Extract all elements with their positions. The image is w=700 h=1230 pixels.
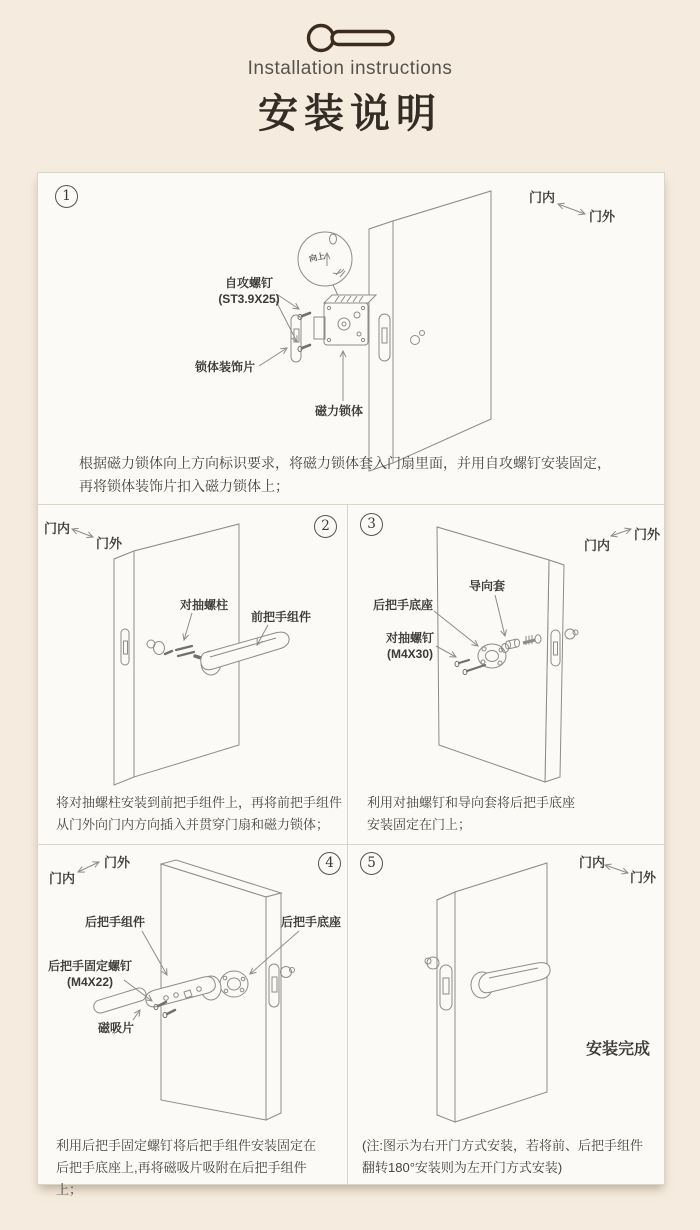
label-front-handle: 前把手组件 — [251, 610, 312, 624]
label-stud-bolt: 对抽螺柱 — [180, 598, 229, 612]
step2-caption: 将对抽螺柱安装到前把手组件上，再将前把手组件从门外向门内方向插入并贯穿门扇和磁力锁体； — [56, 795, 343, 833]
label-text: 对抽螺钉 — [385, 631, 434, 645]
label-magnet-plate: 磁吸片 — [98, 1021, 135, 1035]
step-panel-3 — [348, 505, 664, 844]
label-rear-base: 后把手底座 — [281, 915, 342, 929]
step-number: 1 — [55, 185, 78, 208]
door-inside-label: 门内 — [579, 855, 606, 870]
up-mark-label: 向上 — [308, 251, 326, 264]
door-outside-label: 门外 — [104, 855, 131, 870]
label-deco-plate: 锁体装饰片 — [195, 360, 256, 374]
label-text: 自攻螺钉 — [224, 276, 273, 290]
page-title: 安装说明 — [258, 92, 442, 136]
self-tapping-screws — [302, 313, 310, 348]
label-stud-screw — [372, 631, 448, 662]
step-panel-5 — [348, 845, 664, 1184]
step5-illustration — [348, 845, 664, 1184]
label-rear-handle: 后把手组件 — [85, 915, 146, 929]
label-fixing-screw — [42, 959, 138, 990]
door-inside-label: 门内 — [584, 538, 611, 553]
door-outside-label: 门外 — [634, 527, 661, 542]
label-rear-base: 后把手底座 — [373, 598, 434, 612]
door-outside-label: 门外 — [630, 870, 657, 885]
step3-caption: 利用对抽螺钉和导向套将后把手底座安装固定在门上； — [367, 795, 576, 833]
step-number: 5 — [360, 852, 383, 875]
step5-note: (注:图示为右开门方式安装，若将前、后把手组件翻转180°安装则为左开门方式安装) — [362, 1138, 643, 1176]
door-inside-label: 门内 — [49, 871, 76, 886]
header-subtitle: Installation instructions — [247, 58, 453, 79]
door-inside-label: 门内 — [529, 190, 556, 205]
step-panel-1 — [38, 173, 664, 504]
door-inside-label: 门内 — [44, 521, 71, 536]
label-lock-body: 磁力锁体 — [315, 404, 364, 418]
label-text: 后把手固定螺钉 — [47, 959, 132, 973]
step1-caption: 根据磁力锁体向上方向标识要求，将磁力锁体套入门扇里面，并用自攻螺钉安装固定，再将锁体装饰片扣入磁力锁体上； — [79, 455, 611, 495]
key-icon — [295, 13, 405, 61]
panels-board — [37, 172, 665, 1198]
door-outside-label: 门外 — [96, 536, 123, 551]
inset-detail-circle — [298, 232, 352, 302]
door-outside-label: 门外 — [589, 209, 616, 224]
step4-illustration — [38, 845, 347, 1184]
label-self-tapping-screw — [208, 276, 290, 307]
step-number: 3 — [360, 513, 383, 536]
step-panel-4 — [38, 845, 347, 1198]
label-spec: (M4X22) — [66, 974, 113, 989]
installation-complete-label: 安装完成 — [586, 1041, 651, 1058]
label-spec: (M4X30) — [386, 646, 433, 661]
label-guide-sleeve: 导向套 — [469, 579, 506, 593]
label-spec: (ST3.9X25) — [218, 291, 280, 306]
step-number: 2 — [314, 515, 337, 538]
door — [437, 863, 547, 1122]
step-panel-2 — [38, 505, 347, 844]
leader-lines — [605, 865, 628, 873]
step-number: 4 — [318, 852, 341, 875]
rear-handle-base — [220, 971, 248, 997]
step4-caption: 利用后把手固定螺钉将后把手组件安装固定在后把手底座上,再将磁吸片吸附在后把手组件上； — [56, 1138, 317, 1198]
lock-decorative-plate — [291, 315, 301, 362]
magnetic-lock-body — [314, 295, 376, 345]
